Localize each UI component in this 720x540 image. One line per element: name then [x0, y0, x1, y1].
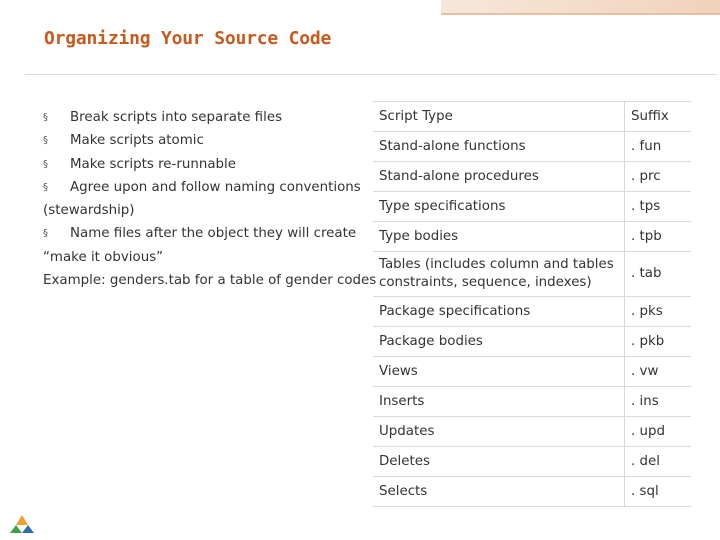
table-row: [373, 222, 691, 252]
cell-suffix: . tab: [625, 252, 692, 297]
table-row: [373, 192, 691, 222]
cell-script-type: Stand-alone functions: [373, 132, 625, 162]
cell-suffix: . ins: [625, 387, 692, 417]
bullet-continuation: [43, 269, 377, 292]
cell-script-type: Views: [373, 357, 625, 387]
cell-script-type: Inserts: [373, 387, 625, 417]
table-row: [373, 357, 691, 387]
cell-script-type: Package bodies: [373, 327, 625, 357]
table-row: [373, 162, 691, 192]
bullet-marker: §: [43, 228, 48, 240]
slide-title: Organizing Your Source Code: [44, 28, 332, 49]
cell-script-type: Stand-alone procedures: [373, 162, 625, 192]
header-suffix: Suffix: [625, 102, 692, 132]
bullet-line: [43, 222, 368, 245]
header-script-type: Script Type: [373, 102, 625, 132]
bullet-text: Name files after the object they will create: [70, 226, 357, 242]
corner-accent-line: [441, 13, 720, 15]
bullet-continuation: [43, 246, 368, 269]
bullet-list: [43, 106, 377, 292]
cell-suffix: . tps: [625, 192, 692, 222]
table-row: [373, 477, 691, 507]
table-row: [373, 447, 691, 477]
bullet-line: [43, 106, 368, 129]
table-row: [373, 417, 691, 447]
table-row: [373, 387, 691, 417]
bullet-line: [43, 153, 368, 176]
triangle-logo-icon: [10, 514, 34, 534]
bullet-line: [43, 129, 368, 152]
bullet-marker: §: [43, 112, 48, 123]
cell-script-type: Updates: [373, 417, 625, 447]
title-divider: [25, 74, 717, 75]
table-header-row: [373, 102, 691, 132]
cell-suffix: . prc: [625, 162, 692, 192]
bullet-text: (stewardship): [43, 203, 135, 219]
table-row: [373, 297, 691, 327]
bullet-continuation: [43, 199, 368, 222]
bullet-text: Break scripts into separate files: [70, 110, 283, 125]
bullet-line: [43, 176, 368, 199]
cell-script-type: Type bodies: [373, 222, 625, 252]
bullet-marker: §: [43, 135, 48, 147]
table-row: [373, 132, 691, 162]
corner-accent: [441, 0, 720, 14]
bullet-marker: §: [43, 181, 48, 193]
table-row: [373, 252, 691, 297]
cell-script-type: Package specifications: [373, 297, 625, 327]
table-row: [373, 327, 691, 357]
bullet-marker: §: [43, 158, 48, 170]
bullet-text: Example: genders.tab for a table of gender codes: [43, 273, 377, 289]
cell-script-type: Type specifications: [373, 192, 625, 222]
cell-suffix: . tpb: [625, 222, 692, 252]
bullet-text: Make scripts re-runnable: [70, 156, 236, 172]
cell-suffix: . upd: [625, 417, 692, 447]
cell-script-type: Deletes: [373, 447, 625, 477]
script-type-table: [373, 101, 691, 507]
cell-suffix: . pks: [625, 297, 692, 327]
cell-suffix: . vw: [625, 357, 692, 387]
cell-suffix: . pkb: [625, 327, 692, 357]
bullet-text: “make it obvious”: [43, 249, 164, 265]
cell-suffix: . fun: [625, 132, 692, 162]
cell-script-type: Tables (includes column and tables constraints, sequence, indexes): [373, 252, 625, 297]
cell-script-type: Selects: [373, 477, 625, 507]
cell-suffix: . sql: [625, 477, 692, 507]
bullet-text: Make scripts atomic: [70, 133, 204, 149]
cell-suffix: . del: [625, 447, 692, 477]
bullet-text: Agree upon and follow naming conventions: [70, 179, 361, 195]
